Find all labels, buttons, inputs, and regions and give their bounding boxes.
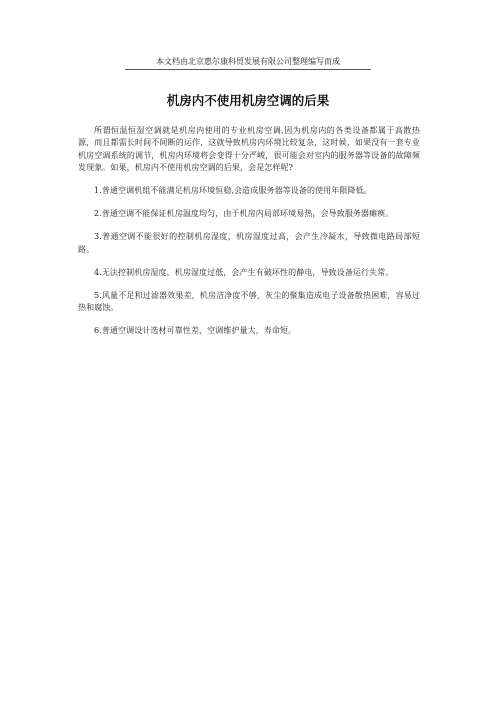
list-item-6: 6.普通空调设计选材可靠性差，空调维护量大，寿命短。 bbox=[94, 326, 297, 336]
header-divider bbox=[125, 69, 371, 70]
list-item-2: 2.普通空调不能保证机房温度均匀，由于机房内局部环境易热，会导致服务器瘫痪。 bbox=[94, 209, 394, 219]
document-body bbox=[78, 125, 420, 348]
list-item-3: 3.普通空调不能很好的控制机房湿度，机房湿度过高，会产生冷凝水，导致微电路局部短路。 bbox=[78, 232, 420, 254]
header-note: 本文档由北京惠尔康科贸发展有限公司整理编写而成 bbox=[156, 57, 340, 66]
document-title: 机房内不使用机房空调的后果 bbox=[166, 93, 330, 108]
list-item-1: 1.普通空调机组不能满足机房环境恒稳,会造成服务器等设备的使用年限降低。 bbox=[94, 186, 372, 196]
list-item-4: 4.无法控制机房湿度，机房湿度过低，会产生有破坏性的静电，导致设备运行失常。 bbox=[94, 267, 394, 277]
intro-paragraph: 所谓恒温恒湿空调就是机房内使用的专业机房空调,因为机房内的各类设备都属于高散热源，而且都需长时间不间断的运作，这就导致机房内环境比较复杂，这时候，如果没有一套专业机房空调系统的调节，机房内环境将会变得十分严峻，很可能会对室内的服务器等设备的故障频发现象。如果，机房内不使用机房空调的后果，会是怎样呢? bbox=[78, 126, 420, 173]
list-item-5: 5.风量不足和过滤器效果差，机房洁净度不够，灰尘的聚集造成电子设备散热困难，容易过热和腐蚀。 bbox=[78, 290, 420, 313]
